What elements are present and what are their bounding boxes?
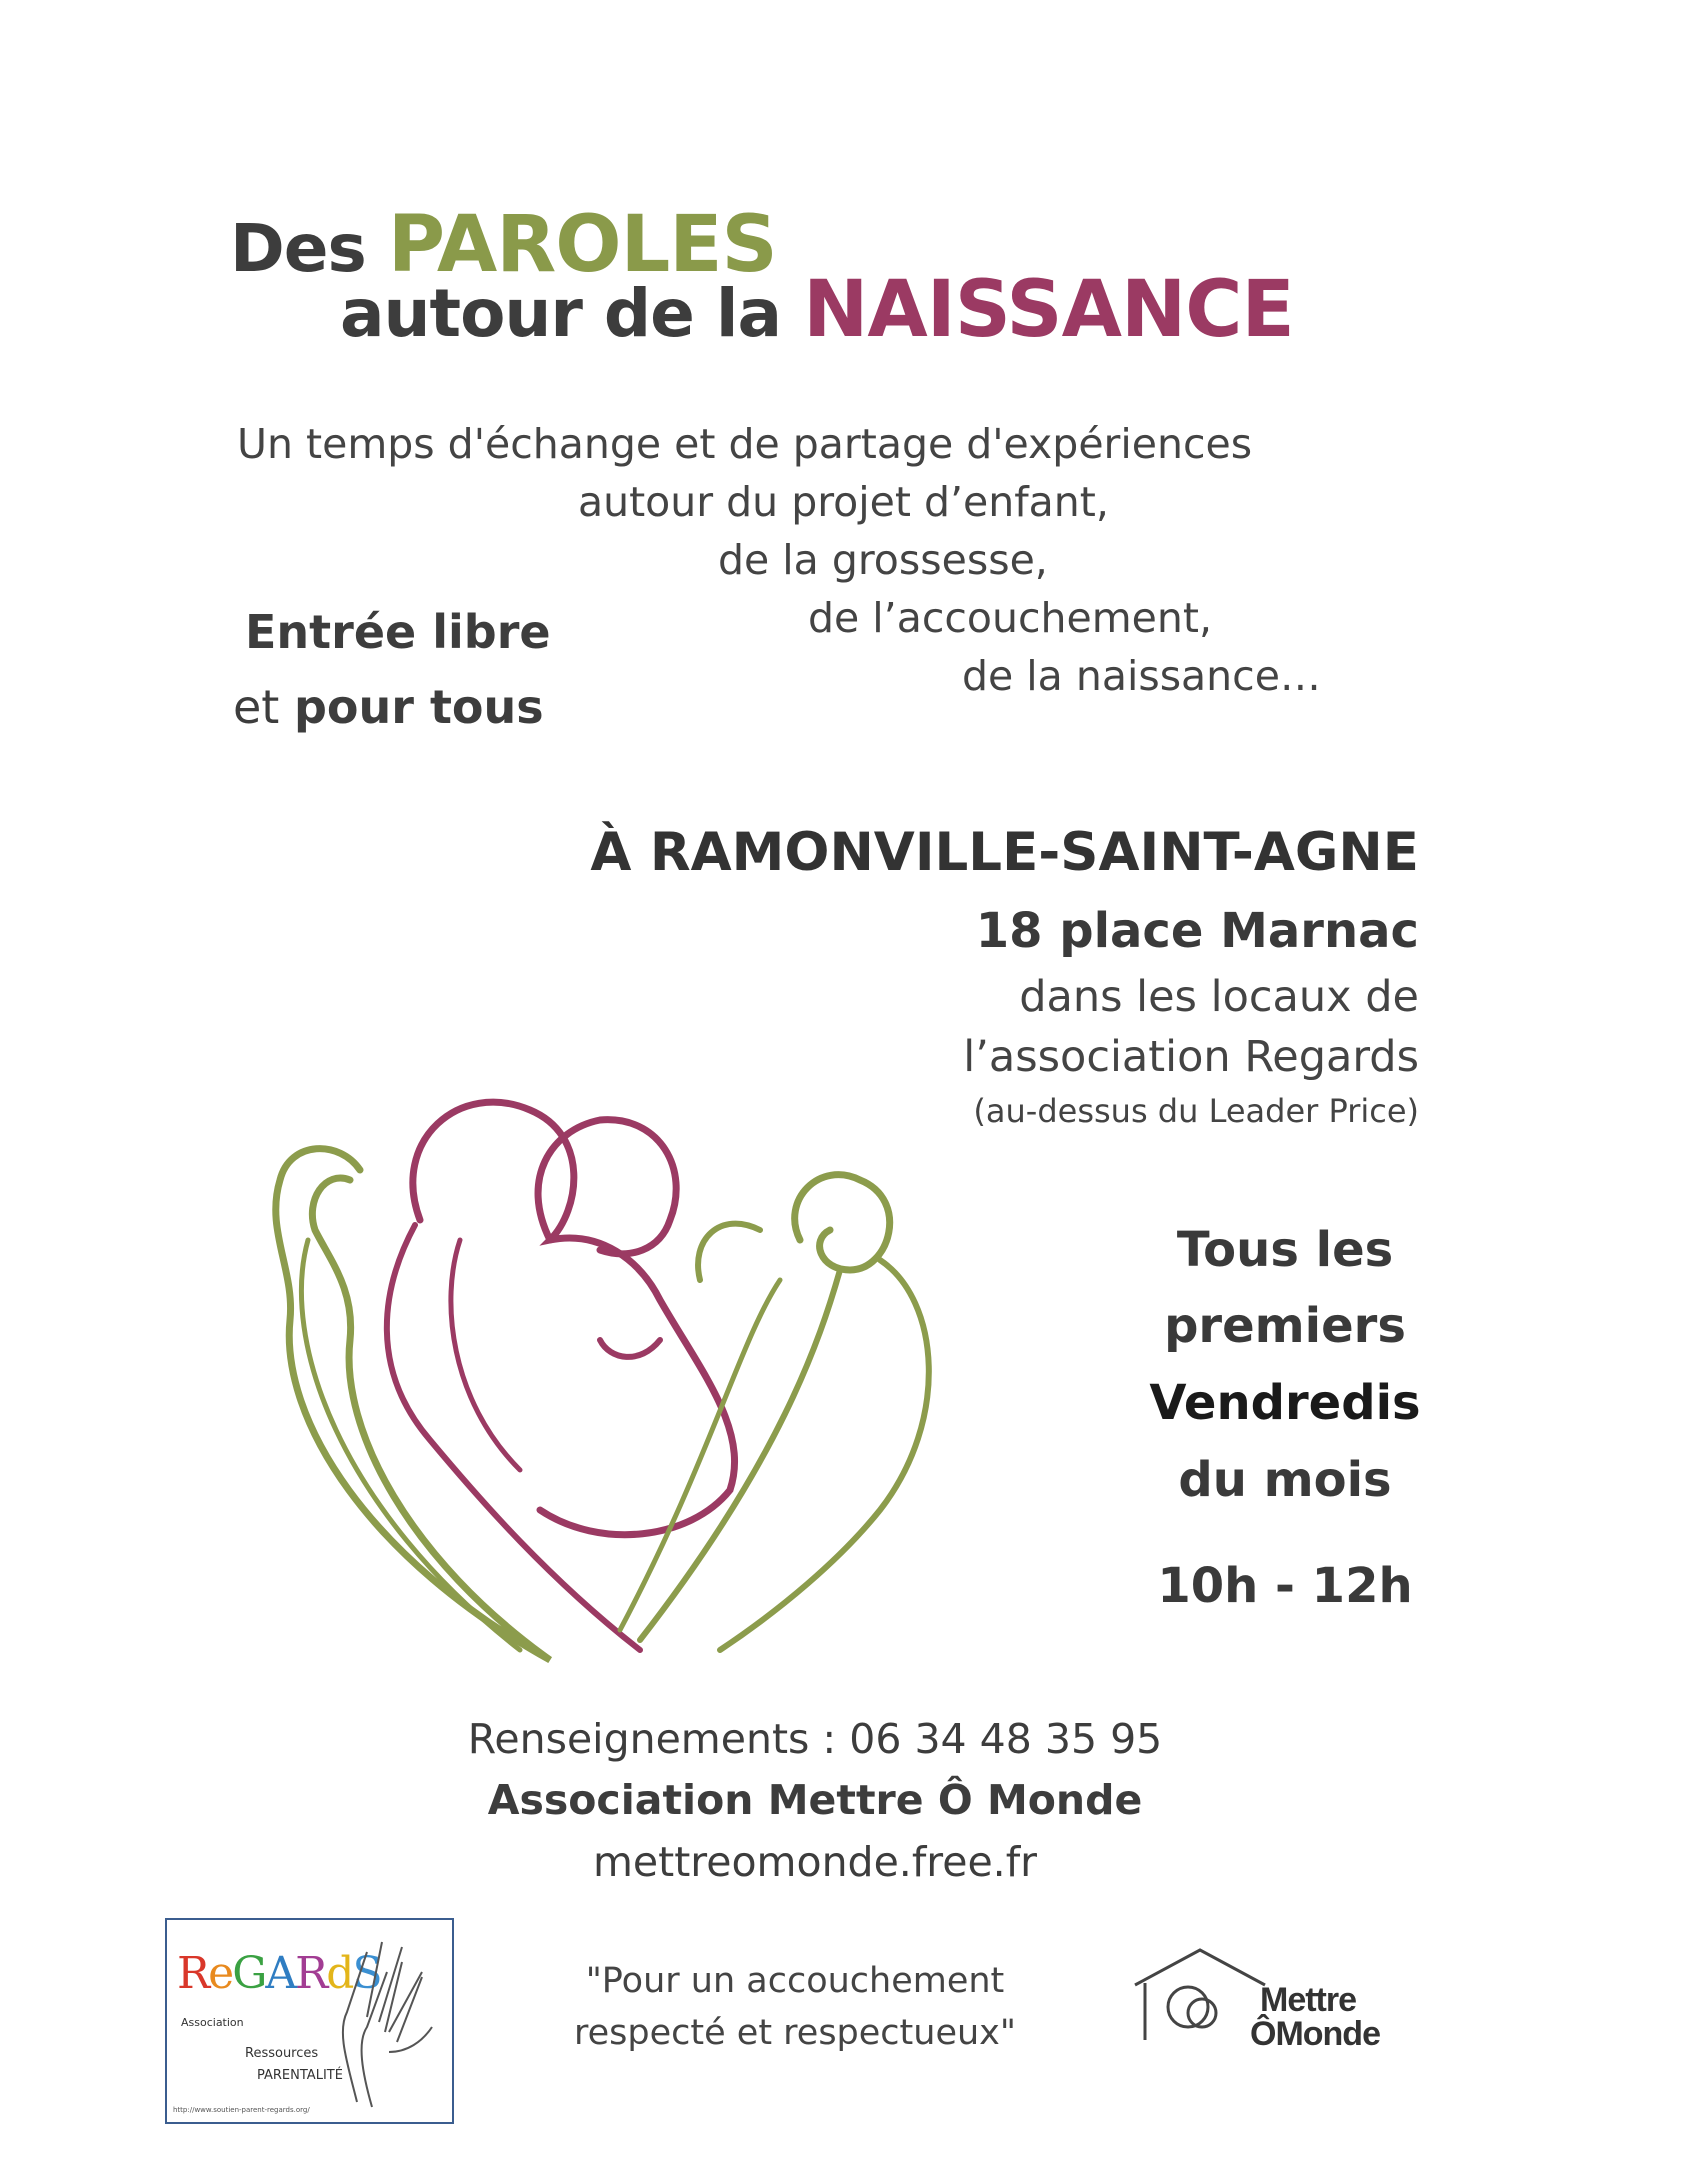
entry-bold: pour tous xyxy=(293,680,544,734)
regards-logo-sub3: PARENTALITÉ xyxy=(257,2068,343,2083)
schedule-time: 10h - 12h xyxy=(1157,1558,1413,1614)
schedule-line-1: Tous les xyxy=(1176,1222,1394,1278)
intro-line-4: de l’accouchement, xyxy=(808,594,1212,642)
location-line-1: dans les locaux de xyxy=(1019,972,1419,1022)
title-highlight-naissance: NAISSANCE xyxy=(803,265,1294,355)
intro-line-3: de la grossesse, xyxy=(718,536,1048,584)
regards-logo-url: http://www.soutien-parent-regards.org/ xyxy=(173,2106,310,2114)
intro-line-1: Un temps d'échange et de partage d'expériences xyxy=(237,420,1253,468)
hands-icon xyxy=(327,1932,442,2112)
address: 18 place Marnac xyxy=(975,903,1419,959)
schedule-line-3: Vendredis xyxy=(1149,1375,1421,1431)
title-prefix-2: autour de la xyxy=(340,275,782,352)
contact-phone: Renseignements : 06 34 48 35 95 xyxy=(467,1715,1163,1763)
pink-mother xyxy=(413,1102,735,1535)
title-prefix-1: Des xyxy=(230,210,366,287)
location-note: (au-dessus du Leader Price) xyxy=(973,1092,1419,1130)
regards-logo-title: ReGARdS xyxy=(177,1948,381,1999)
contact-association: Association Mettre Ô Monde xyxy=(487,1776,1143,1824)
location-line-2: l’association Regards xyxy=(963,1032,1419,1082)
green-right-figure xyxy=(795,1175,890,1270)
intro-line-5: de la naissance… xyxy=(962,652,1321,700)
entry-line-2 xyxy=(233,680,544,734)
title-line-2 xyxy=(340,265,1294,355)
mom-line-2: ÔMonde xyxy=(1250,2015,1380,2053)
entry-line-1: Entrée libre xyxy=(245,605,551,659)
entry-prefix: et xyxy=(233,680,280,734)
contact-website[interactable]: mettreomonde.free.fr xyxy=(592,1838,1038,1886)
mettre-o-monde-logo xyxy=(1130,1945,1390,2065)
regards-logo-sub1: Association xyxy=(181,2016,244,2029)
family-illustration xyxy=(220,1040,1060,1680)
mom-line-1: Mettre xyxy=(1260,1981,1357,2019)
schedule-line-4: du mois xyxy=(1178,1452,1392,1508)
quote xyxy=(520,1955,1070,2059)
title-highlight-paroles: PAROLES xyxy=(387,200,777,290)
regards-logo xyxy=(165,1918,454,2124)
intro-line-2: autour du projet d’enfant, xyxy=(578,478,1109,526)
city: À RAMONVILLE-SAINT-AGNE xyxy=(590,822,1419,883)
quote-line-1: "Pour un accouchement xyxy=(585,1961,1005,2001)
schedule-line-2: premiers xyxy=(1164,1298,1406,1354)
mettre-o-monde-text xyxy=(1250,1981,1380,2053)
regards-logo-sub2: Ressources xyxy=(245,2046,319,2061)
house-icon xyxy=(1130,1945,1270,2045)
quote-line-2: respecté et respectueux" xyxy=(574,2013,1016,2053)
